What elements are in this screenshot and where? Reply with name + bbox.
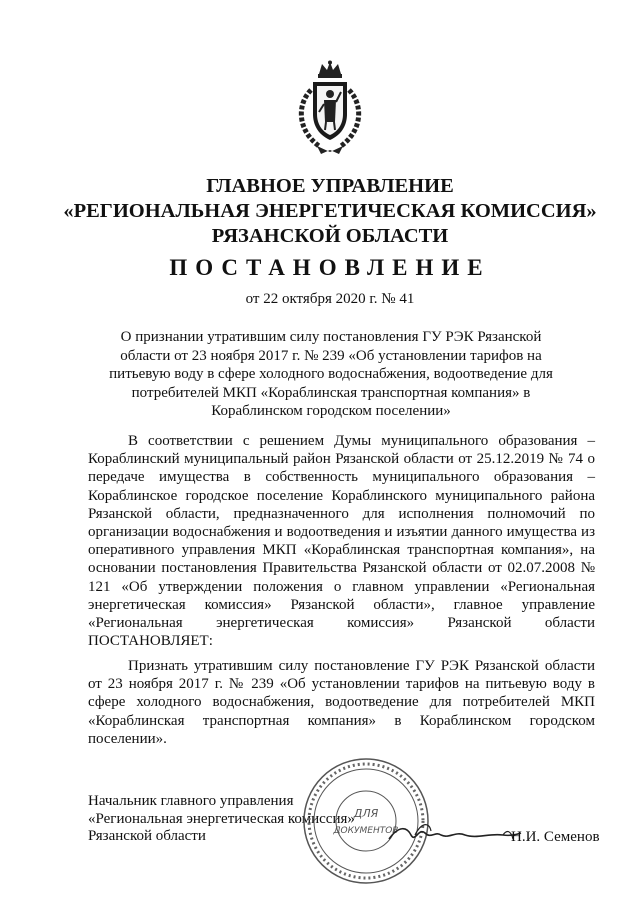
stamp-text-bottom: ДОКУМЕНТОВ xyxy=(333,826,399,836)
stamp-text-top: ДЛЯ xyxy=(353,807,379,820)
authority-name-line-3: РЯЗАНСКОЙ ОБЛАСТИ xyxy=(211,225,449,247)
authority-name-line-2: «РЕГИОНАЛЬНАЯ ЭНЕРГЕТИЧЕСКАЯ КОМИССИЯ» xyxy=(63,200,597,222)
signatory-title-line-2: «Региональная энергетическая комиссия» xyxy=(88,810,355,827)
coat-of-arms-icon xyxy=(289,60,371,156)
signatory-title-line-3: Рязанской области xyxy=(88,828,206,844)
body-paragraph-resolution: Признать утратившим силу постановление ГУ РЭК Рязанской области от 23 ноября 2017 г. № 239 «Об установлении тарифов на питьевую воду в сфере холодного водоснабжения, водоотведение для потребителей МКП «Кораблинская транспортная компания» в Кораблинском городском поселении». xyxy=(88,658,595,747)
signatory-name: Н.И. Семенов xyxy=(511,829,600,845)
handwritten-signature-icon xyxy=(385,805,525,855)
authority-name-line-1: ГЛАВНОЕ УПРАВЛЕНИЕ xyxy=(206,175,454,197)
body-paragraph-preamble: В соответствии с решением Думы муниципального образования – Кораблинский муниципальный район Рязанской области от 25.12.2019 № 74 о передаче имущества в собственность муниципального образования – Кораблинское городское поселение Кораблинского муниципального района Рязанской области, предназначенного для исполнения полномочий по организации водоснабжения и водоотведения и изъятии данного имущества из оперативного управления МКП «Кораблинская транспортная компания», на основании постановления Правительства Рязанской области от 02.07.2008 № 121 «Об утверждении положения о главном управлении «Региональная энергетическая комиссия» Рязанской области», главное управление «Региональная энергетическая комиссия» Рязанской области ПОСТАНОВЛЯЕТ: xyxy=(88,433,595,650)
document-subject: О признании утратившим силу постановления ГУ РЭК Рязанской области от 23 ноября 2017 г. № 239 «Об установлении тарифов на питьевую воду в сфере холодного водоснабжения, водоотведение для потребителей МКП «Кораблинская транспортная компания» в Кораблинском городском поселении» xyxy=(109,329,553,419)
document-date-number: от 22 октября 2020 г. № 41 xyxy=(245,291,415,307)
document-type-title: ПОСТАНОВЛЕНИЕ xyxy=(169,255,491,280)
signatory-title-line-1: Начальник главного управления xyxy=(88,793,294,809)
